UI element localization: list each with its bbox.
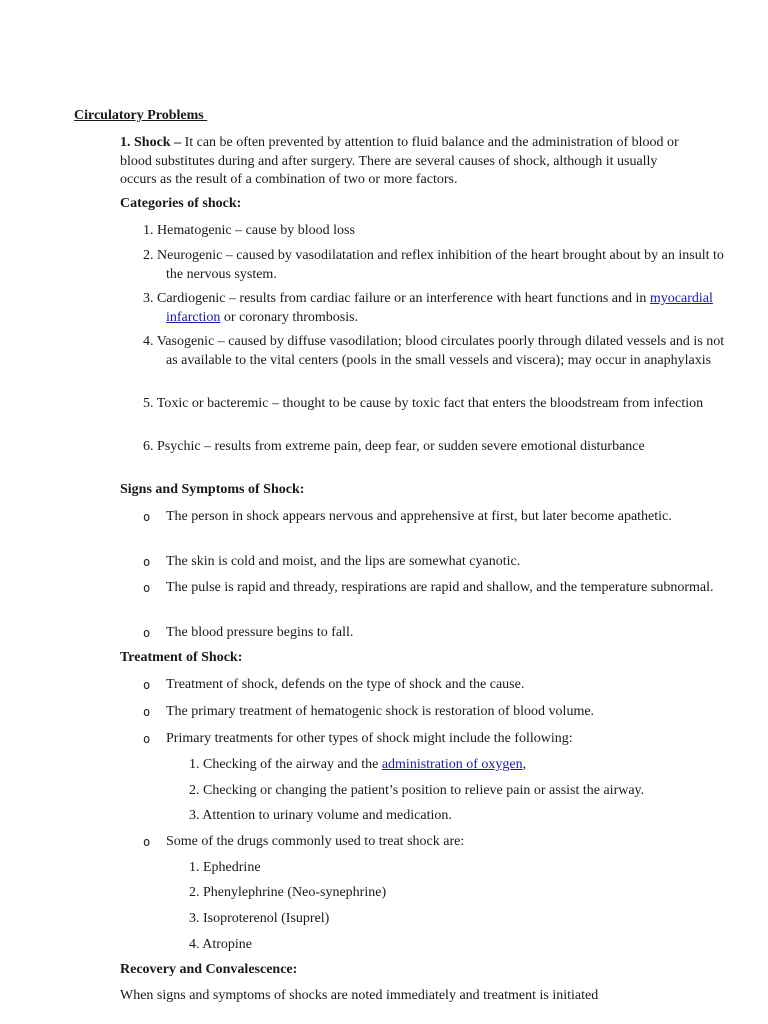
category-text: Hematogenic – cause by blood loss [157,223,355,238]
bullet-mark: o [143,510,151,524]
shock-intro-text: It can be often prevented by attention to fluid balance and the administration of blood or blood substitutes during and after surgery. There are several causes of shock, although it usually occurs as the result of a combination of two or more factors. [120,135,679,187]
categories-title: Categories of shock: [120,196,242,211]
drug-item [189,885,709,901]
treatment-title: Treatment of Shock: [120,650,243,665]
primary-treatment-item [189,757,709,773]
category-item [143,290,726,327]
drug-name: Isoproterenol (Isuprel) [203,911,330,926]
signs-bullet-item [143,624,726,643]
bullet-text: The skin is cold and moist, and the lips are somewhat cyanotic. [166,554,521,569]
drug-number: 2. [189,885,200,900]
shock-intro-paragraph [120,134,690,190]
primary-number: 2. [189,783,200,798]
primary-text-after: , [522,757,527,772]
drug-number: 3. [189,911,200,926]
primary-treatment-item [189,808,709,824]
category-number: 3. [143,291,154,306]
drug-item [189,860,709,876]
category-text: Psychic – results from extreme pain, deep fear, or sudden severe emotional disturbance [157,439,645,454]
treatment-bullet-item [143,833,726,852]
bullet-mark: o [143,732,151,746]
signs-title: Signs and Symptoms of Shock: [120,482,305,497]
category-number: 4. [143,334,154,349]
administration-of-oxygen-link[interactable]: administration of oxygen [381,757,523,772]
primary-text: Checking or changing the patient’s position to relieve pain or assist the airway. [203,783,645,798]
bullet-text: The person in shock appears nervous and apprehensive at first, but later become apathetic. [166,509,672,524]
drug-name: Atropine [202,937,252,952]
category-number: 1. [143,223,154,238]
drug-number: 1. [189,860,200,875]
bullet-text: Some of the drugs commonly used to treat shock are: [166,834,465,849]
bullet-text: The blood pressure begins to fall. [166,625,354,640]
signs-bullet-item [143,579,726,598]
category-text: Neurogenic – caused by vasodilatation and reflex inhibition of the heart brought about by an insult to the nervous system. [157,248,724,282]
category-number: 5. [143,396,154,411]
signs-bullet-item [143,553,726,572]
myocardial-infarction-link[interactable]: myocardial infarction [166,291,713,325]
category-number: 2. [143,248,154,263]
bullet-text: Treatment of shock, defends on the type of shock and the cause. [166,677,525,692]
bullet-text: Primary treatments for other types of shock might include the following: [166,731,573,746]
category-item [143,222,726,241]
category-text: Vasogenic – caused by diffuse vasodilation; blood circulates poorly through dilated vessels and is not as available to the vital centers (pools in the small vessels and viscera); may occur in anaphylaxis [156,334,725,368]
treatment-bullet-item [143,676,726,695]
bullet-mark: o [143,626,151,640]
treatment-bullet-item [143,703,726,722]
bullet-mark: o [143,555,151,569]
drug-item [189,937,709,953]
primary-number: 1. [189,757,200,772]
bullet-text: The primary treatment of hematogenic shock is restoration of blood volume. [166,704,595,719]
treatment-bullet-item [143,730,726,749]
category-item [143,395,726,414]
category-text: Toxic or bacteremic – thought to be cause by toxic fact that enters the bloodstream from infection [156,396,704,411]
category-item [143,247,726,284]
recovery-text: When signs and symptoms of shocks are noted immediately and treatment is initiated [120,988,599,1003]
bullet-mark: o [143,581,151,595]
category-number: 6. [143,439,154,454]
drug-name: Ephedrine [203,860,261,875]
bullet-mark: o [143,835,151,849]
category-text-after: or coronary thrombosis. [220,309,359,325]
category-text: Cardiogenic – results from cardiac failure or an interference with heart functions and in [157,291,650,306]
page-heading: Circulatory Problems [74,108,208,123]
shock-dash: – [170,135,185,150]
recovery-title: Recovery and Convalescence: [120,962,298,977]
shock-label: 1. Shock [120,135,171,150]
category-item [143,333,726,370]
primary-treatment-item [189,783,709,799]
bullet-mark: o [143,678,151,692]
signs-bullet-item [143,508,726,527]
drug-number: 4. [189,937,200,952]
drug-item [189,911,709,927]
primary-text: Checking of the airway and the [203,757,382,772]
bullet-mark: o [143,705,151,719]
drug-name: Phenylephrine (Neo-synephrine) [203,885,387,900]
primary-number: 3. [189,808,200,823]
primary-text: Attention to urinary volume and medication. [202,808,452,823]
bullet-text: The pulse is rapid and thready, respirations are rapid and shallow, and the temperature subnormal. [166,580,714,595]
category-item [143,438,726,457]
